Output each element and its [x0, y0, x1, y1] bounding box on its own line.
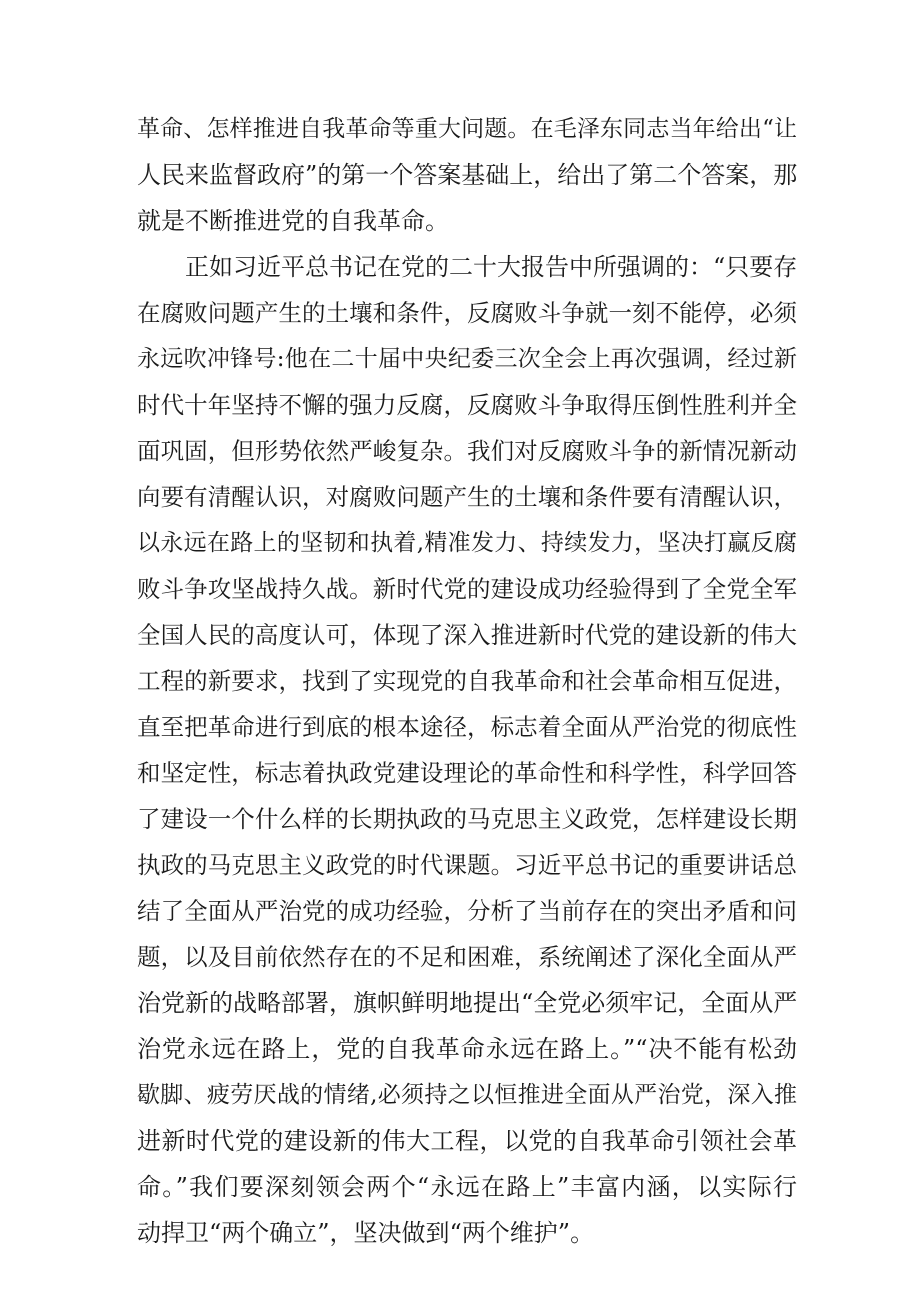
paragraph-2-line-10: 工程的新要求，找到了实现党的自我革命和社会革命相互促进，	[137, 667, 797, 695]
paragraph-2-line-11: 直至把革命进行到底的根本途径，标志着全面从严治党的彻底性	[137, 713, 797, 741]
paragraph-1-line-2: 人民来监督政府”的第一个答案基础上，给出了第二个答案，那	[137, 161, 798, 189]
paragraph-2-line-13: 了建设一个什么样的长期执政的马克思主义政党，怎样建设长期	[137, 805, 797, 833]
paragraph-2-line-6: 向要有清醒认识，对腐败问题产生的土壤和条件要有清醒认识，	[137, 483, 797, 511]
paragraph-2-line-22: 动捍卫“两个确立”，坚决做到“两个维护”。	[137, 1219, 595, 1247]
paragraph-2-line-9: 全国人民的高度认可，体现了深入推进新时代党的建设新的伟大	[137, 621, 797, 649]
paragraph-2-line-3: 永远吹冲锋号:他在二十届中央纪委三次全会上再次强调，经过新	[137, 346, 797, 372]
paragraph-2-line-8: 败斗争攻坚战持久战。新时代党的建设成功经验得到了全党全军	[137, 575, 797, 603]
paragraph-2-line-7: 以永远在路上的坚韧和执着,精准发力、持续发力，坚决打赢反腐	[137, 530, 797, 556]
paragraph-2-line-21: 命。”我们要深刻领会两个“永远在路上”丰富内涵，以实际行	[137, 1173, 797, 1201]
paragraph-2-line-20: 进新时代党的建设新的伟大工程，以党的自我革命引领社会革	[137, 1127, 797, 1155]
paragraph-2-line-14: 执政的马克思主义政党的时代课题。习近平总书记的重要讲话总	[137, 851, 797, 879]
paragraph-2-line-18: 治党永远在路上，党的自我革命永远在路上。”“决不能有松劲	[137, 1035, 797, 1063]
paragraph-2-line-17: 治党新的战略部署，旗帜鲜明地提出“全党必须牢记，全面从严	[137, 989, 798, 1017]
paragraph-2-line-5: 面巩固，但形势依然严峻复杂。我们对反腐败斗争的新情况新动	[137, 437, 797, 465]
paragraph-2-line-19: 歇脚、疲劳厌战的情绪,必须持之以恒推进全面从严治党，深入推	[137, 1082, 797, 1108]
paragraph-2-line-12: 和坚定性，标志着执政党建设理论的革命性和科学性，科学回答	[137, 759, 797, 787]
paragraph-2-line-15: 结了全面从严治党的成功经验，分析了当前存在的突出矛盾和问	[137, 897, 797, 925]
paragraph-1-line-3: 就是不断推进党的自我革命。	[137, 207, 449, 235]
paragraph-2-line-1: 正如习近平总书记在党的二十大报告中所强调的：“只要存	[185, 253, 798, 281]
paragraph-2-line-4: 时代十年坚持不懈的强力反腐，反腐败斗争取得压倒性胜利并全	[137, 391, 797, 419]
paragraph-2-line-16: 题，以及目前依然存在的不足和困难，系统阐述了深化全面从严	[137, 943, 797, 971]
paragraph-1-line-1: 革命、怎样推进自我革命等重大问题。在毛泽东同志当年给出“让	[137, 116, 797, 142]
paragraph-2-line-2: 在腐败问题产生的土壤和条件，反腐败斗争就一刻不能停，必须	[137, 299, 797, 327]
